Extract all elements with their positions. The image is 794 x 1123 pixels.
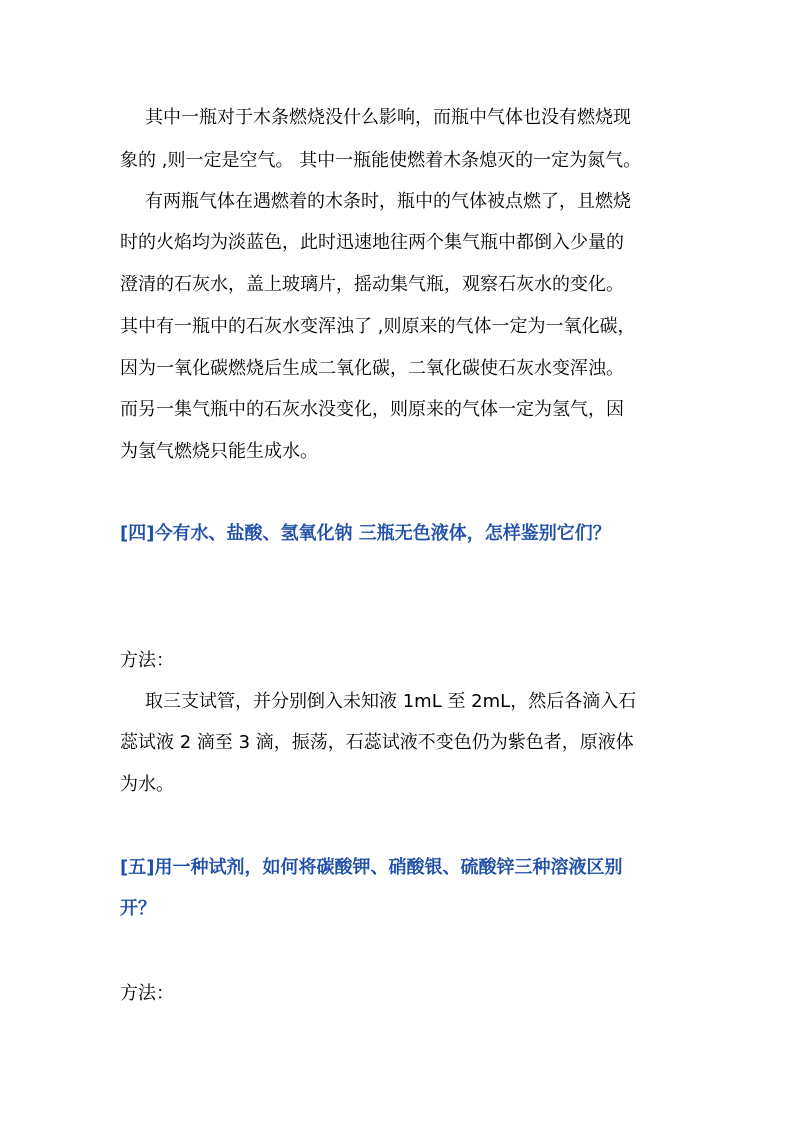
paragraph-line: 为氢气燃烧只能生成水。: [120, 441, 318, 462]
question-4-answer-line: 蕊试液 2 滴至 3 滴，振荡，石蕊试液不变色仍为紫色者，原液体: [120, 732, 634, 753]
question-5-method-label: 方法：: [120, 983, 174, 1004]
question-4-answer-line: 为水。: [120, 774, 174, 795]
paragraph-line: 澄清的石灰水，盖上玻璃片，摇动集气瓶，观察石灰水的变化。: [120, 274, 624, 295]
paragraph-line: 其中有一瓶中的石灰水变浑浊了 ,则原来的气体一定为一氧化碳，: [120, 316, 636, 337]
question-4-method-label: 方法：: [120, 650, 174, 671]
question-5-heading: 开？: [120, 898, 156, 919]
question-4-answer-line: 取三支试管，并分别倒入未知液 1mL 至 2mL，然后各滴入石: [145, 691, 637, 712]
paragraph-line: 因为一氧化碳燃烧后生成二氧化碳，二氧化碳使石灰水变浑浊。: [120, 358, 624, 379]
paragraph-line: 象的 ,则一定是空气。 其中一瓶能使燃着木条熄灭的一定为氮气。: [120, 150, 642, 171]
question-5-heading: [五]用一种试剂，如何将碳酸钾、硝酸银、硫酸锌三种溶液区别: [120, 857, 623, 878]
paragraph-line: 有两瓶气体在遇燃着的木条时，瓶中的气体被点燃了，且燃烧: [145, 191, 631, 212]
paragraph-line: 而另一集气瓶中的石灰水没变化，则原来的气体一定为氢气，因: [120, 399, 624, 420]
paragraph-line: 时的火焰均为淡蓝色，此时迅速地往两个集气瓶中都倒入少量的: [120, 232, 624, 253]
question-4-heading: [四]今有水、盐酸、氢氧化钠 三瓶无色液体，怎样鉴别它们？: [120, 523, 611, 544]
paragraph-line: 其中一瓶对于木条燃烧没什么影响，而瓶中气体也没有燃烧现: [145, 107, 631, 128]
